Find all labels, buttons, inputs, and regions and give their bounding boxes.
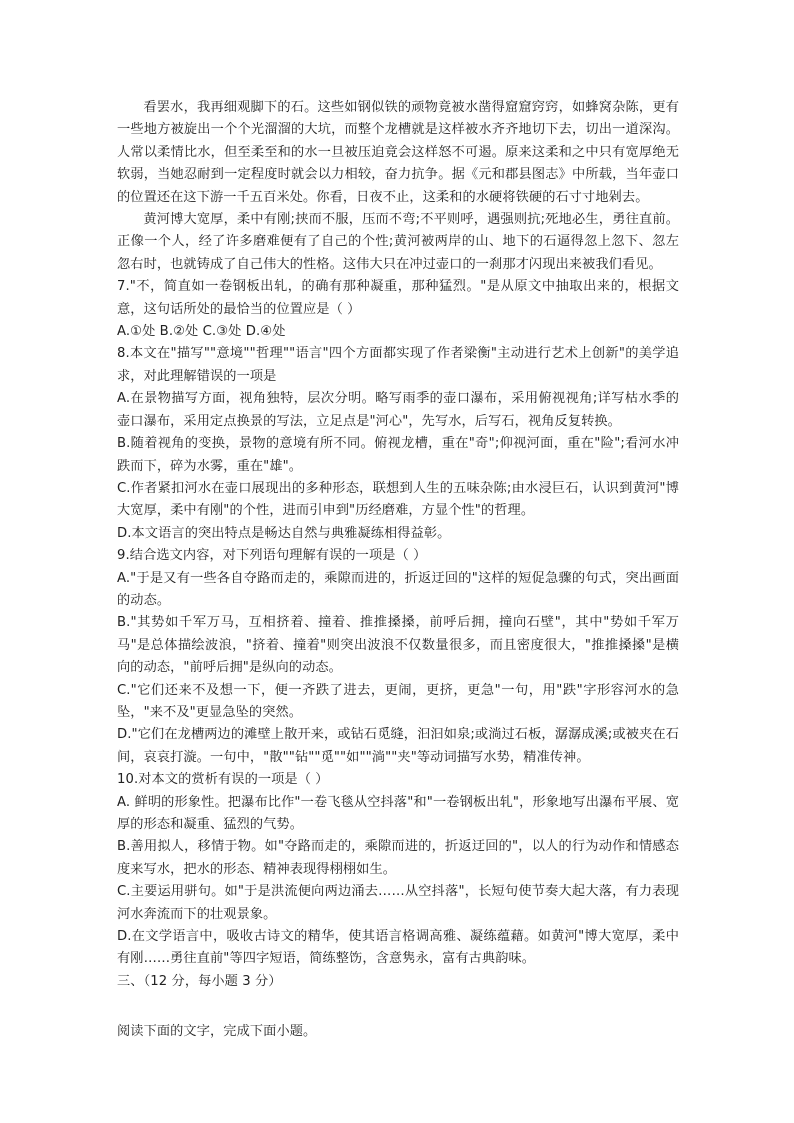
spacer [117,993,679,1021]
question-7-options: A.①处 B.②处 C.③处 D.④处 [117,324,286,340]
question-9-option-d: D."它们在龙槽两边的滩壁上散开来，或钻石觅缝，汩汩如泉;或淌过石板，潺潺成溪;或被夹在石间，哀哀打漩。一句中，"散""钻""觅""如""淌""夹"等动词描写水势，精准传神。 [117,727,679,765]
section-3-heading: 三、（12 分，每小题 3 分） [117,973,282,989]
question-10-option-d: D.在文学语言中，吸收古诗文的精华，使其语言格调高雅、凝练蕴藉。如黄河"博大宽厚，柔中有刚……勇往直前"等四字短语，简练整饬，含意隽永，富有古典韵味。 [117,929,679,967]
question-9-option-b: B."其势如千军万马，互相挤着、撞着、推推搡搡，前呼后拥，撞向石壁"，其中"势如千军万马"是总体描绘波浪，"挤着、撞着"则突出波浪不仅数量很多，而且密度很大，"推推搡搡"是横向的动态，"前呼后拥"是纵向的动态。 [117,615,679,676]
question-10-option-a: A. 鲜明的形象性。把瀑布比作"一卷飞毯从空抖落"和"一卷钢板出轧"，形象地写出瀑布平展、宽厚的形态和凝重、猛烈的气势。 [117,794,679,832]
question-10-option-c: C.主要运用骈句。如"于是洪流便向两边涌去……从空抖落"，长短句使节奏大起大落，有力表现河水奔流而下的壮观景象。 [117,884,679,922]
question-9-stem: 9.结合选文内容，对下列语句理解有误的一项是（ ） [117,548,427,564]
question-8-stem: 8.本文在"描写""意境""哲理""语言"四个方面都实现了作者梁衡"主动进行艺术上创新"的美学追求，对此理解错误的一项是 [117,346,679,384]
question-10-stem: 10.对本文的赏析有误的一项是（ ） [117,772,329,788]
question-9 [117,545,679,769]
passage-paragraph-2: 黄河博大宽厚，柔中有刚;挟而不服，压而不弯;不平则呼，遇强则抗;死地必生，勇往直前。正像一个人，经了许多磨难便有了自己的个性;黄河被两岸的山、地下的石逼得忽上忽下、忽左忽右时，也就铸成了自己伟大的性格。这伟大只在冲过壶口的一刹那才闪现出来被我们看见。 [117,212,679,272]
question-8-option-a: A.在景物描写方面，视角独特，层次分明。略写雨季的壶口瀑布，采用俯视视角;详写枯水季的壶口瀑布，采用定点换景的写法，立足点是"河心"，先写水，后写石，视角反复转换。 [117,391,679,429]
section-3-instruction: 阅读下面的文字，完成下面小题。 [117,1024,317,1040]
question-9-option-a: A."于是又有一些各自夺路而走的，乘隙而进的，折返迂回的"这样的短促急骤的句式，突出画面的动态。 [117,570,679,608]
question-8 [117,343,679,545]
question-7 [117,276,679,343]
question-8-option-c: C.作者紧扣河水在壶口展现出的多种形态，联想到人生的五味杂陈;由水浸巨石，认识到黄河"博大宽厚，柔中有刚"的个性，进而引申到"历经磨难，方显个性"的哲理。 [117,480,679,519]
question-8-option-b: B.随着视角的变换，景物的意境有所不同。俯视龙槽，重在"奇";仰视河面，重在"险";看河水冲跌而下，碎为水雾，重在"雄"。 [117,436,679,474]
question-9-option-c: C."它们还来不及想一下，便一齐跌了进去，更闹，更挤，更急"一句，用"跌"字形容河水的急坠，"来不及"更显急坠的突然。 [117,682,679,720]
question-10-option-b: B.善用拟人，移情于物。如"夺路而走的，乘隙而进的，折返迂回的"，以人的行为动作和情感态度来写水，把水的形态、精神表现得栩栩如生。 [117,839,679,877]
question-8-option-d: D.本文语言的突出特点是畅达自然与典雅凝练相得益彰。 [117,525,451,541]
passage-paragraph-1: 看罢水，我再细观脚下的石。这些如钢似铁的顽物竟被水凿得窟窟窍窍，如蜂窝杂陈，更有一些地方被旋出一个个光溜溜的大坑，而整个龙槽就是这样被水齐齐地切下去，切出一道深沟。人常以柔情比水，但至柔至和的水一旦被压迫竟会这样怒不可遏。原来这柔和之中只有宽厚绝无软弱，当她忍耐到一定程度时就会以力相较，奋力抗争。据《元和郡县图志》中所载，当年壶口的位置还在这下游一千五百米处。你看，日夜不止，这柔和的水硬将铁硬的石寸寸地剁去。 [117,100,679,205]
question-7-stem: 7."不，简直如一卷钢板出轧，的确有那种凝重，那种猛烈。"是从原文中抽取出来的，根据文意，这句话所处的最恰当的位置应是（ ） [117,279,679,317]
question-10 [117,769,679,971]
exam-page [117,97,679,1044]
